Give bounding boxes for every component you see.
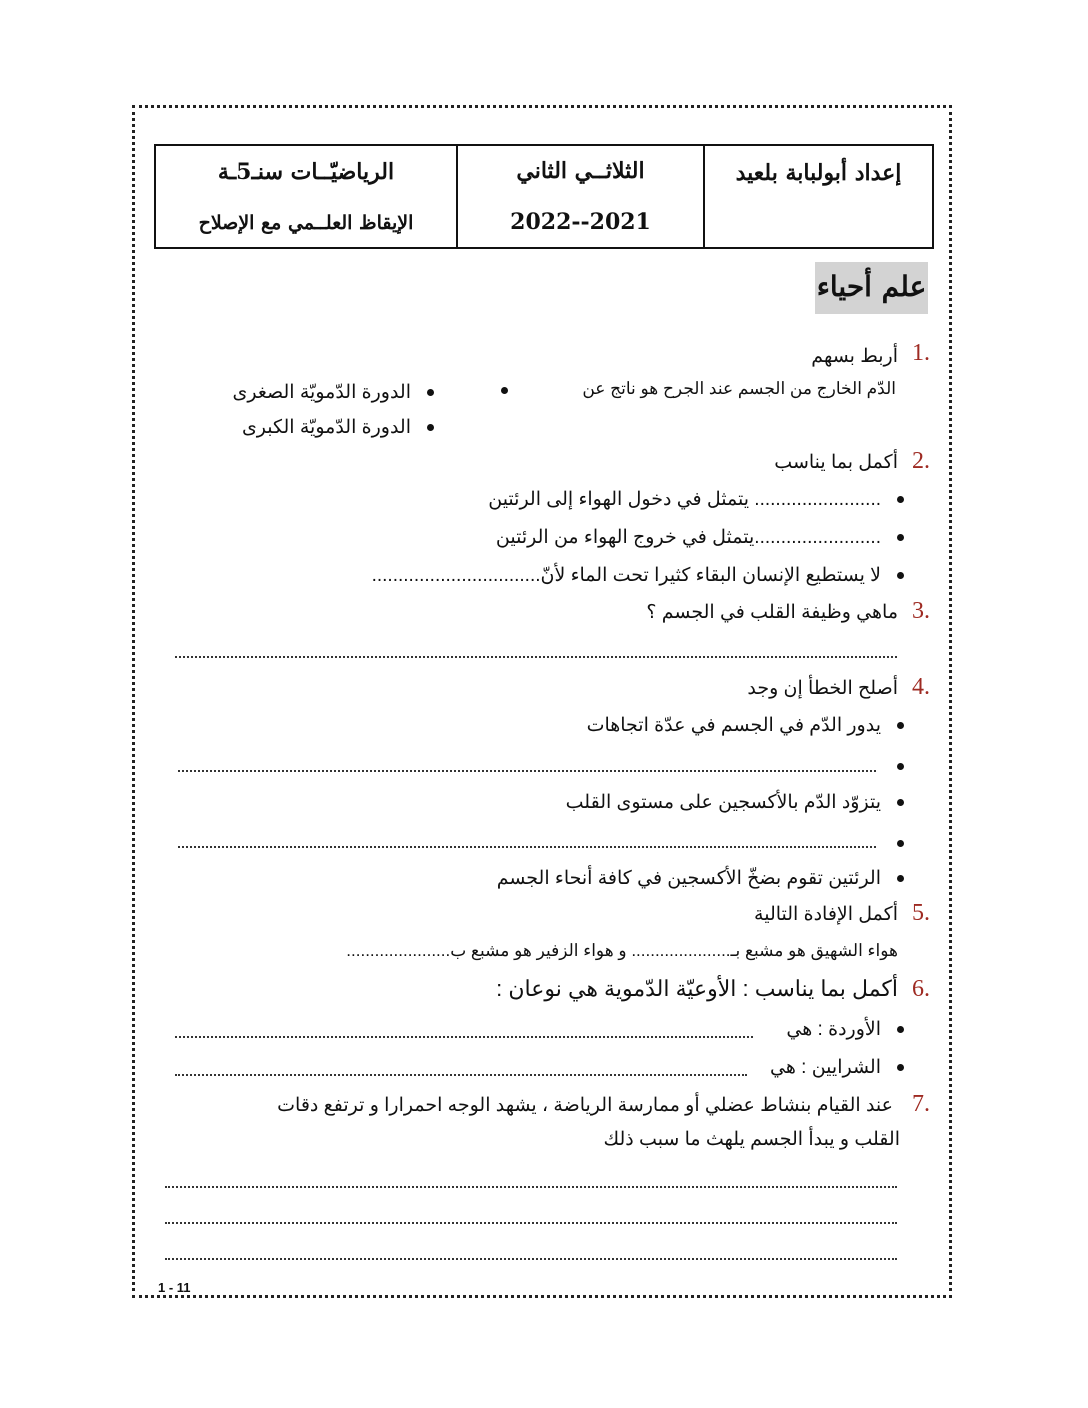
subtitle: الإيقاظ العلــمي مع الإصلاح [198,211,414,234]
q1-connect-dot[interactable] [501,387,508,394]
q5-number: 5. [912,900,930,926]
q1-option: الدورة الدّمويّة الكبرى [242,416,434,439]
q6-item: الأوردة : هي [786,1018,904,1041]
bullet-icon [897,572,904,579]
q1-left-item: الدّم الخارج من الجسم عند الجرح هو ناتج عن [582,379,896,398]
q4-item: يدور الدّم في الجسم في عدّة اتجاهات [587,714,904,737]
header-author-cell [705,146,932,247]
q4-number: 4. [912,674,930,700]
answer-line[interactable] [165,1186,897,1188]
q2-text: أكمل بما يناسب [774,452,898,473]
bullet-icon [897,799,904,806]
year: 2022--2021 [510,208,651,235]
bullet-icon [897,840,904,847]
q7-number: 7. [912,1091,930,1117]
header-term-cell [458,146,705,247]
q4-item: يتزوّد الدّم بالأكسجين على مستوى القلب [566,791,904,814]
q1-option: الدورة الدّمويّة الصغرى [233,381,434,404]
q2-item: ........................يتمثل في خروج الهواء من الرئتين [496,526,904,549]
bullet-icon[interactable] [427,389,434,396]
q6-text: أكمل بما يناسب : الأوعيّة الدّموية هي نوعان : [496,976,898,1001]
bullet-icon [897,763,904,770]
page-number: 1 - 11 [158,1280,191,1295]
author: إعداد أبولبابة بلعيد [735,160,902,186]
answer-line[interactable] [165,1222,897,1224]
answer-line[interactable] [175,656,897,658]
q4-text: أصلح الخطأ إن وجد [747,678,898,699]
bullet-icon[interactable] [427,424,434,431]
answer-line[interactable] [178,770,876,772]
q4-item: الرئتين تقوم بضخّ الأكسجين في كافة أنحاء الجسم [497,867,904,890]
answer-line[interactable] [165,1258,897,1260]
term: الثلاثــي الثاني [516,158,645,185]
q6-number: 6. [912,976,930,1002]
bullet-icon [897,875,904,882]
bullet-icon [897,1064,904,1071]
q3-text: ماهي وظيفة القلب في الجسم ؟ [646,602,898,623]
q2-item: لا يستطيع الإنسان البقاء كثيرا تحت الماء لأنّ................................ [372,564,904,587]
answer-line[interactable] [175,1036,753,1038]
q2-item: ........................ يتمثل في دخول الهواء إلى الرئتين [488,488,904,511]
bullet-icon [897,722,904,729]
q2-number: 2. [912,448,930,474]
answer-line[interactable] [178,846,876,848]
q1-number: 1. [912,340,930,366]
q7-line2: القلب و يبدأ الجسم يلهث ما سبب ذلك [603,1129,900,1150]
bullet-icon [897,534,904,541]
header-subject-cell [156,146,458,247]
q5-line[interactable]: هواء الشهيق هو مشبع بـ..................... و هواء الزفير هو مشبع ب...................... [346,941,898,960]
answer-line[interactable] [175,1074,747,1076]
bullet-icon [897,496,904,503]
q7-line1: عند القيام بنشاط عضلي أو ممارسة الرياضة ، يشهد الوجه احمرارا و ترتفع دقات [277,1095,893,1116]
page-title: علم أحياء [815,262,928,314]
q6-item: الشرايين : هي [770,1056,904,1079]
q1-text: أربط بسهم [811,346,898,367]
q3-number: 3. [912,598,930,624]
header-table [154,144,934,249]
bullet-icon [897,1026,904,1033]
subject: الرياضيّــات سنـ5ـة [217,159,395,186]
q5-text: أكمل الإفادة التالية [754,904,898,925]
